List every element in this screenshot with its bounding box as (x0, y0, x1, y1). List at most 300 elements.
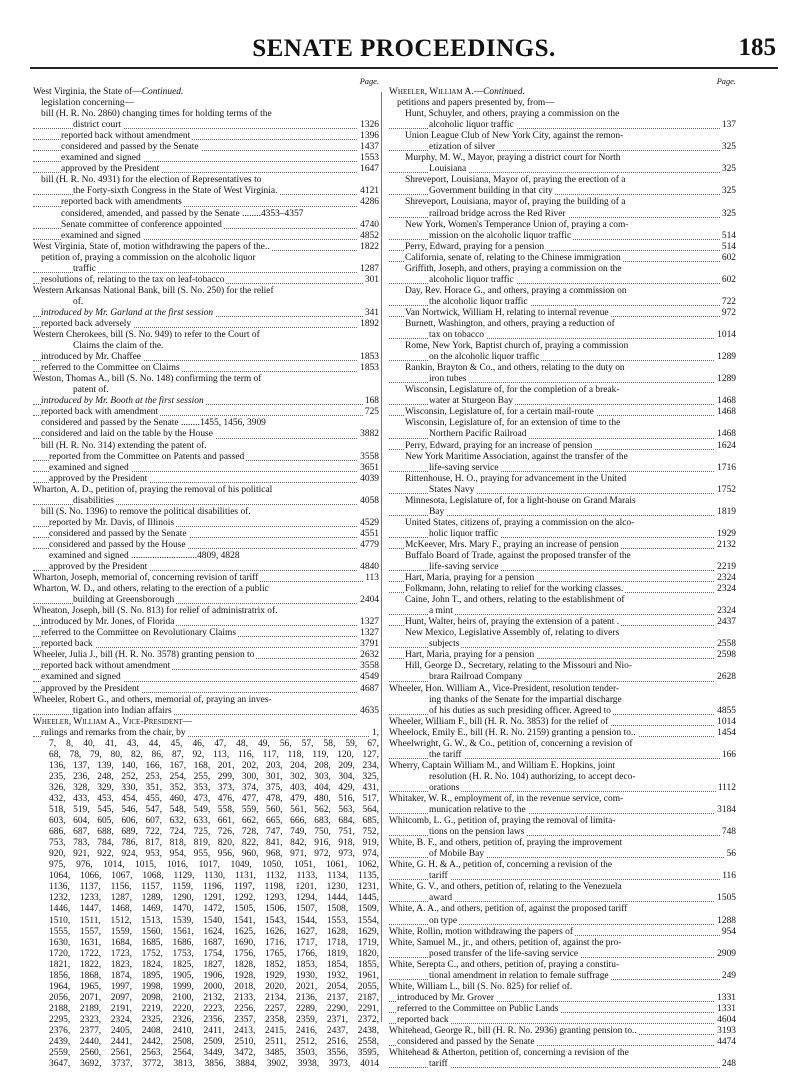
index-entry (389, 562, 736, 573)
entry-page-ref: 4551 (360, 528, 379, 539)
entry-text: Wheelock, Emily E., bill (H. R. No. 2159) granting a pension to.. (389, 727, 636, 738)
entry-text: Minnesota, Legislature of, for a light-house on Grand Marais (405, 495, 636, 506)
entry-text: reported back (41, 639, 93, 650)
entry-page-ref: 4635 (360, 705, 379, 716)
index-entry (33, 706, 379, 717)
entry-text: California, senate of, relating to the Chinese immigration (405, 252, 621, 263)
entry-page-ref: 2219 (717, 562, 736, 573)
rulings-page-line: 235, 236, 248, 252, 253, 254, 255, 299, 300, 301, 302, 303, 304, 325, (49, 771, 379, 782)
index-entry (389, 463, 736, 474)
entry-page-ref: 1853 (360, 352, 379, 363)
index-entry (33, 352, 379, 363)
index-entry (389, 595, 736, 606)
entry-text: on type (429, 915, 458, 926)
index-entry (389, 938, 736, 949)
entry-text: subjects (429, 639, 460, 650)
entry-text: Burnett, Washington, and others, praying a reduction of (405, 318, 615, 329)
entry-page-ref: 1437 (360, 142, 379, 153)
entry-text: White, Rollin, motion withdrawing the papers of (389, 926, 573, 937)
index-entry (389, 617, 736, 628)
index-entry (389, 330, 736, 341)
index-entry (389, 529, 736, 540)
index-entry (389, 672, 736, 683)
entry-text: a mint (429, 606, 453, 617)
entry-page-ref: 1929 (717, 528, 736, 539)
index-entry (389, 407, 736, 418)
entry-page-ref: 2909 (717, 948, 736, 959)
index-entry (389, 1037, 736, 1048)
entry-page-ref: 168 (364, 396, 379, 407)
entry-text: Louisiana (429, 164, 467, 175)
entry-page-ref: 4687 (360, 683, 379, 694)
index-entry (389, 109, 736, 120)
entry-text: Whitehead & Atherton, petition of, concerning a revision of the (389, 1048, 629, 1059)
index-entry (33, 452, 379, 463)
entry-page-ref: 1454 (717, 727, 736, 738)
index-entry (33, 628, 379, 639)
entry-page-ref: 602 (721, 274, 736, 285)
index-entry (389, 429, 736, 440)
entry-text: White, G. H. & A., petition of, concerning a revision of the (389, 860, 613, 871)
entry-page-ref: 166 (721, 749, 736, 760)
entry-page-ref: 301 (364, 274, 379, 285)
entry-page-ref: 4779 (360, 539, 379, 550)
entry-page-ref: 1752 (717, 484, 736, 495)
entry-page-ref: 1624 (717, 440, 736, 451)
index-entry (389, 352, 736, 363)
entry-page-ref: 4740 (360, 219, 379, 230)
entry-page-ref: 1468 (717, 407, 736, 418)
entry-text: tigation into Indian affairs (73, 705, 172, 716)
rulings-page-line: 1821, 1822, 1823, 1824, 1825, 1827, 1828, 1852, 1853, 1854, 1855, (49, 959, 379, 970)
index-entry (389, 120, 736, 131)
index-entry (389, 164, 736, 175)
entry-text: Wisconsin, Legislature of, for a certain mail-route (405, 407, 594, 418)
entry-page-ref: 1553 (360, 153, 379, 164)
entry-text: Wheeler, Julia J., bill (H. R. No. 3578) granting pension to (33, 650, 255, 661)
page-column-label: Page. (716, 77, 736, 86)
index-entry (33, 562, 379, 573)
entry-page-ref: 4121 (360, 186, 379, 197)
entry-page-ref: 1822 (360, 241, 379, 252)
entry-text: of. (73, 296, 84, 307)
entry-text: the tariff (429, 749, 462, 760)
entry-text: award (429, 893, 453, 904)
entry-text: Wheeler, William A., Vice-President— (33, 716, 192, 727)
entry-page-ref: 4529 (360, 517, 379, 528)
entry-text: Wharton, Joseph, memorial of, concerning revision of tariff (33, 573, 259, 584)
entry-text: White, Samuel M., jr., and others, petition of, against the pro- (389, 937, 622, 948)
index-entry (389, 452, 736, 463)
index-entry (389, 794, 736, 805)
entry-text: railroad bridge across the Red River (429, 208, 566, 219)
index-entry (33, 109, 379, 120)
entry-page-ref: 137 (721, 120, 736, 131)
entry-text: rulings and remarks from the chair, by (41, 727, 186, 738)
index-entry (33, 717, 379, 728)
index-entry (389, 385, 736, 396)
index-entry (389, 153, 736, 164)
index-entry (389, 993, 736, 1004)
entry-page-ref: 2632 (360, 650, 379, 661)
entry-page-ref: 1112 (717, 782, 736, 793)
entry-text: reported back with amendment (41, 407, 159, 418)
entry-page-ref: 1331 (717, 1003, 736, 1014)
index-entry (389, 706, 736, 717)
index-entry (33, 297, 379, 308)
entry-text: reported from the Committee on Patents and passed (49, 451, 245, 462)
entry-text: petition of, praying a commission on the alcoholic liquor (41, 252, 256, 263)
index-entry (389, 308, 736, 319)
index-entry (33, 385, 379, 396)
index-entry (389, 860, 736, 871)
entry-page-ref: 1327 (360, 617, 379, 628)
entry-text: examined and signed (61, 153, 141, 164)
rulings-page-line: 2295, 2323, 2324, 2325, 2326, 2356, 2357, 2358, 2359, 2371, 2372, (49, 1014, 379, 1025)
index-entry (389, 695, 736, 706)
index-entry (33, 661, 379, 672)
index-entry (33, 363, 379, 374)
index-entry (33, 606, 379, 617)
index-entry (389, 242, 736, 253)
rulings-page-line: 2188, 2189, 2191, 2219, 2220, 2223, 2256, 2257, 2289, 2290, 2291, (49, 1003, 379, 1014)
entry-text: introduced by Mr. Jones, of Florida (41, 617, 175, 628)
index-entry (389, 98, 736, 109)
entry-page-ref: 2628 (717, 672, 736, 683)
entry-text: New Mexico, Legislative Assembly of, relating to divers (405, 628, 620, 639)
entry-page-ref: 748 (721, 827, 736, 838)
page-title: SENATE PROCEEDINGS. (252, 35, 556, 62)
entry-page-ref: 514 (721, 230, 736, 241)
entry-page-ref: 1287 (360, 263, 379, 274)
index-entry (389, 363, 736, 374)
index-entry (389, 341, 736, 352)
entry-text: White, Serepta C., and others, petition of, praying a constitu- (389, 959, 620, 970)
entry-page-ref: 1892 (360, 318, 379, 329)
rulings-page-line: 2056, 2071, 2097, 2098, 2100, 2132, 2133, 2134, 2136, 2137, 2187, (49, 992, 379, 1003)
entry-page-ref: 2324 (717, 606, 736, 617)
entry-text: Perry, Edward, praying for an increase of pension (405, 440, 593, 451)
entry-page-ref: 4852 (360, 230, 379, 241)
entry-page-ref: 3791 (360, 639, 379, 650)
entry-text: McKeever, Mrs. Mary F., praying an increase of pension (405, 539, 619, 550)
entry-text: legislation concerning— (41, 98, 135, 109)
index-entry (33, 341, 379, 352)
rulings-page-line: 518, 519, 545, 546, 547, 548, 549, 558, 559, 560, 561, 562, 563, 564, (49, 805, 379, 816)
index-entry (33, 573, 379, 584)
entry-text: Wherry, Captain William M., and William E. Hopkins, joint (389, 760, 616, 771)
entry-text: Wheaton, Joseph, bill (S. No. 813) for relief of administratrix of. (33, 606, 278, 617)
entry-page-ref: 725 (364, 407, 379, 418)
entry-page-ref: 3184 (717, 805, 736, 816)
index-entry (389, 264, 736, 275)
entry-text: White, William L., bill (S. No. 825) for relief of. (389, 981, 573, 992)
index-entry (389, 916, 736, 927)
index-entry (33, 242, 379, 253)
entry-text: Rankin, Brayton & Co., and others, relating to the duty on (405, 363, 625, 374)
entry-text: introduced by Mr. Grover (397, 992, 494, 1003)
entry-text: West Virginia, State of, motion withdrawing the papers of the.. (33, 241, 270, 252)
page-header (30, 33, 778, 69)
index-entry (389, 661, 736, 672)
entry-text: tional amendment in relation to female suffrage (429, 970, 609, 981)
entry-page-ref: 1014 (717, 330, 736, 341)
entry-text: Folkmann, John, relating to relief for the working classes. (405, 584, 624, 595)
index-entry (33, 164, 379, 175)
index-entry (389, 441, 736, 452)
entry-text: ing thanks of the Senate for the impartial discharge (429, 694, 622, 705)
entry-text: referred to the Committee on Claims (41, 363, 180, 374)
index-entry (33, 131, 379, 142)
index-entry (33, 186, 379, 197)
entry-page-ref: 1716 (717, 462, 736, 473)
rulings-page-line: 2439, 2440, 2441, 2442, 2508, 2509, 2510, 2511, 2512, 2516, 2558, (49, 1037, 379, 1048)
entry-page-ref: 248 (721, 1059, 736, 1070)
index-entry (33, 319, 379, 330)
entry-text: Rome, New York, Baptist church of, praying a commission (405, 341, 629, 352)
entry-page-ref: 56 (726, 849, 736, 860)
entry-page-ref: 4286 (360, 197, 379, 208)
entry-text: holic liquor traffic (429, 528, 499, 539)
index-entry (389, 275, 736, 286)
rulings-page-line: 753, 783, 784, 786, 817, 818, 819, 820, 822, 841, 842, 916, 918, 919, (49, 838, 379, 849)
index-entry (389, 297, 736, 308)
entry-text: reported back without amendment (41, 661, 171, 672)
index-entry (33, 209, 379, 220)
entry-page-ref: 972 (721, 307, 736, 318)
index-entry (389, 783, 736, 794)
index-entry (33, 639, 379, 650)
entry-page-ref: 1468 (717, 429, 736, 440)
entry-page-ref: 1326 (360, 120, 379, 131)
entry-page-ref: 1289 (717, 374, 736, 385)
index-entry (389, 220, 736, 231)
index-entry (389, 827, 736, 838)
entry-text: Day, Rev. Horace G., and others, praying a commission on (405, 285, 627, 296)
entry-page-ref: 4855 (717, 705, 736, 716)
entry-page-ref: 113 (365, 573, 379, 584)
index-entry (33, 474, 379, 485)
index-entry (389, 1048, 736, 1059)
entry-text: reported back with amendments (61, 197, 182, 208)
index-entry (33, 551, 379, 562)
entry-page-ref: 4039 (360, 473, 379, 484)
entry-text: Caine, John T., and others, relating to the establishment of (405, 595, 625, 606)
entry-text: Wisconsin, Legislature of, for an extension of time to the (405, 418, 621, 429)
entry-text: Shreveport, Louisiana, mayor of, praying the building of a (405, 197, 626, 208)
entry-text: alcoholic liquor traffic (429, 274, 514, 285)
entry-text: Whitaker, W. R., employment of, in the revenue service, com- (389, 794, 624, 804)
index-entry (33, 87, 379, 98)
entry-text: reported back without amendment (61, 131, 191, 142)
entry-text: Wheelwright, G. W., & Co., petition of, concerning a revision of (389, 738, 633, 749)
index-entry (389, 717, 736, 728)
entry-text: considered and passed by the Senate ........1455, 1456, 3909 (41, 418, 266, 429)
entry-page-ref: 325 (721, 208, 736, 219)
entry-text: Buffalo Board of Trade, against the proposed transfer of the (405, 550, 631, 561)
entry-text: examined and signed (41, 672, 121, 683)
entry-text: on the alcoholic liquor traffic (429, 352, 540, 363)
index-entry (33, 441, 379, 452)
entry-page-ref: 1647 (360, 164, 379, 175)
entry-text: tariff (429, 871, 448, 882)
entry-text: Griffith, Joseph, and others, praying a commission on the (405, 263, 622, 274)
entry-text: referred to the Committee on Revolutionary Claims (41, 628, 236, 639)
index-entry (389, 750, 736, 761)
index-entry (389, 728, 736, 739)
entry-text: of Mobile Bay (429, 849, 485, 860)
index-entry (33, 463, 379, 474)
index-entry (389, 485, 736, 496)
index-entry (33, 684, 379, 695)
index-entry (33, 253, 379, 264)
index-entry (389, 927, 736, 938)
entry-text: Hart, Maria, praying for a pension (405, 573, 535, 584)
rulings-page-line: 1136, 1137, 1156, 1157, 1159, 1196, 1197, 1198, 1201, 1230, 1231, (49, 882, 379, 893)
index-entry (389, 1015, 736, 1026)
index-entry (389, 286, 736, 297)
entry-text: tions on the pension laws (429, 827, 525, 838)
index-entry (389, 1059, 736, 1070)
entry-text: life-saving service (429, 562, 499, 573)
index-entry (389, 1004, 736, 1015)
rulings-page-line: 1630, 1631, 1684, 1685, 1686, 1687, 1690, 1716, 1717, 1718, 1719, (49, 937, 379, 948)
entry-text: tax on tobacco (429, 330, 485, 341)
entry-text: approved by the President (49, 562, 148, 573)
index-entry (33, 153, 379, 164)
index-entry (33, 264, 379, 275)
entry-text: Northern Pacific Railroad (429, 429, 527, 440)
rulings-page-line: 2376, 2377, 2405, 2408, 2410, 2411, 2413, 2415, 2416, 2437, 2438, (49, 1025, 379, 1036)
entry-text: Wheeler, Robert G., and others, memorial of, praying an inves- (33, 694, 272, 705)
entry-text: Senate committee of conference appointed (61, 219, 222, 230)
entry-text: Whitcomb, L. G., petition of, praying the removal of limita- (389, 816, 616, 827)
index-entry (389, 639, 736, 650)
entry-text: resolutions of, relating to the tax on leaf-tobacco (41, 274, 225, 285)
rulings-page-line: 686, 687, 688, 689, 722, 724, 725, 726, 728, 747, 749, 750, 751, 752, (49, 827, 379, 838)
index-entry (389, 893, 736, 904)
entry-text: Whitehead, George R., bill (H. R. No. 2936) granting pension to.. (389, 1025, 637, 1036)
entry-text: life-saving service (429, 462, 499, 473)
entry-text: approved by the President (41, 683, 140, 694)
rulings-page-line: 2559, 2560, 2561, 2563, 2564, 3449, 3472, 3485, 3503, 3556, 3595, (49, 1048, 379, 1059)
entry-text: Wisconsin, Legislature of, for the completion of a break- (405, 385, 620, 396)
column-divider (381, 92, 382, 1022)
index-entry (33, 672, 379, 683)
entry-text: the Forty-sixth Congress in the State of West Virginia. (73, 186, 278, 197)
entry-page-ref: 4549 (360, 672, 379, 683)
entry-page-ref: 3558 (360, 661, 379, 672)
entry-page-ref: 2132 (717, 539, 736, 550)
index-entry (33, 374, 379, 385)
entry-page-ref: 1331 (717, 992, 736, 1003)
right-entries (389, 87, 736, 1070)
right-column (389, 76, 736, 1070)
entry-text: Claims the claim of the. (73, 341, 164, 352)
entry-page-ref: 1, (371, 727, 379, 738)
index-entry (33, 595, 379, 606)
page-number: 185 (738, 34, 776, 61)
entry-page-ref: 325 (721, 186, 736, 197)
index-entry (389, 761, 736, 772)
entry-text: Hunt, Schuyler, and others, praying a commission on the (405, 109, 620, 120)
index-entry (389, 496, 736, 507)
entry-page-ref: 325 (721, 164, 736, 175)
entry-text: tariff (429, 1059, 448, 1070)
entry-text: Murphy, M. W., Mayor, praying a district court for North (405, 153, 621, 164)
rulings-page-line: 1856, 1868, 1874, 1895, 1905, 1906, 1928, 1929, 1930, 1932, 1961, (49, 970, 379, 981)
index-entry (33, 330, 379, 341)
index-entry (389, 175, 736, 186)
index-entry (389, 772, 736, 783)
entry-page-ref: 3558 (360, 451, 379, 462)
index-entry (33, 518, 379, 529)
index-entry (389, 396, 736, 407)
rulings-page-line: 3647, 3692, 3737, 3772, 3813, 3856, 3884, 3902, 3938, 3973, 4014 (49, 1059, 379, 1070)
index-entry (33, 308, 379, 319)
entry-text: brara Railroad Company (429, 672, 523, 683)
rulings-page-line: 136, 137, 139, 140, 166, 167, 168, 201, 202, 203, 204, 208, 209, 234, (49, 760, 379, 771)
entry-text: resolution (H. R. No. 104) authorizing, to accept deco- (429, 771, 636, 782)
index-entry (389, 882, 736, 893)
index-entry (33, 120, 379, 131)
entry-text: disabilities (73, 495, 114, 506)
entry-text: considered, amended, and passed by the Senate ........4353–4357 (61, 208, 304, 219)
rulings-page-line: 1964, 1965, 1997, 1998, 1999, 2000, 2018, 2020, 2021, 2054, 2055, (49, 981, 379, 992)
index-entry (33, 220, 379, 231)
rulings-page-line: 920, 921, 922, 924, 953, 954, 955, 956, 960, 968, 971, 972, 973, 974, (49, 849, 379, 860)
index-entry (389, 131, 736, 142)
entry-text: considered and passed by the Senate (49, 528, 187, 539)
index-entry (33, 485, 379, 496)
index-entry (33, 142, 379, 153)
rulings-page-line: 326, 328, 329, 330, 351, 352, 353, 373, 374, 375, 403, 404, 429, 431, (49, 782, 379, 793)
entry-page-ref: 722 (721, 296, 736, 307)
entry-text: examined and signed (61, 230, 141, 241)
rulings-page-line: 1555, 1557, 1559, 1560, 1561, 1624, 1625, 1626, 1627, 1628, 1629, (49, 926, 379, 937)
index-entry (389, 551, 736, 562)
index-entry (389, 418, 736, 429)
entry-text: Government building in that city (429, 186, 553, 197)
entry-text: Western Arkansas National Bank, bill (S. No. 250) for the relief (33, 285, 274, 296)
index-entry (389, 253, 736, 264)
index-entry (33, 617, 379, 628)
index-entry (389, 1026, 736, 1037)
entry-text: Western Cherokees, bill (S. No. 949) to refer to the Court of (33, 330, 260, 341)
index-entry (389, 197, 736, 208)
index-entry (389, 540, 736, 551)
entry-text: water at Sturgeon Bay (429, 396, 513, 407)
entry-page-ref: 4604 (717, 1014, 736, 1025)
index-entry (389, 838, 736, 849)
entry-text: bill (H. R. No. 314) extending the patent of. (41, 440, 207, 451)
left-column (33, 76, 379, 1070)
entry-text: patent of. (73, 385, 109, 396)
entry-text: Wheeler, William A.—Continued. (389, 87, 525, 97)
index-entry (389, 816, 736, 827)
index-entry (389, 739, 736, 750)
entry-page-ref: 2598 (717, 650, 736, 661)
entry-text: orations (429, 782, 460, 793)
entry-text: Hart, Maria, praying for a pension (405, 650, 535, 661)
entry-text: munication relative to the (429, 805, 526, 816)
index-entry (33, 496, 379, 507)
entry-text: White, A. A., and others, petition of, against the proposed tariff (389, 904, 628, 915)
entry-page-ref: 1396 (360, 131, 379, 142)
index-entry (389, 871, 736, 882)
index-entry (33, 529, 379, 540)
entry-page-ref: 116 (722, 871, 736, 882)
